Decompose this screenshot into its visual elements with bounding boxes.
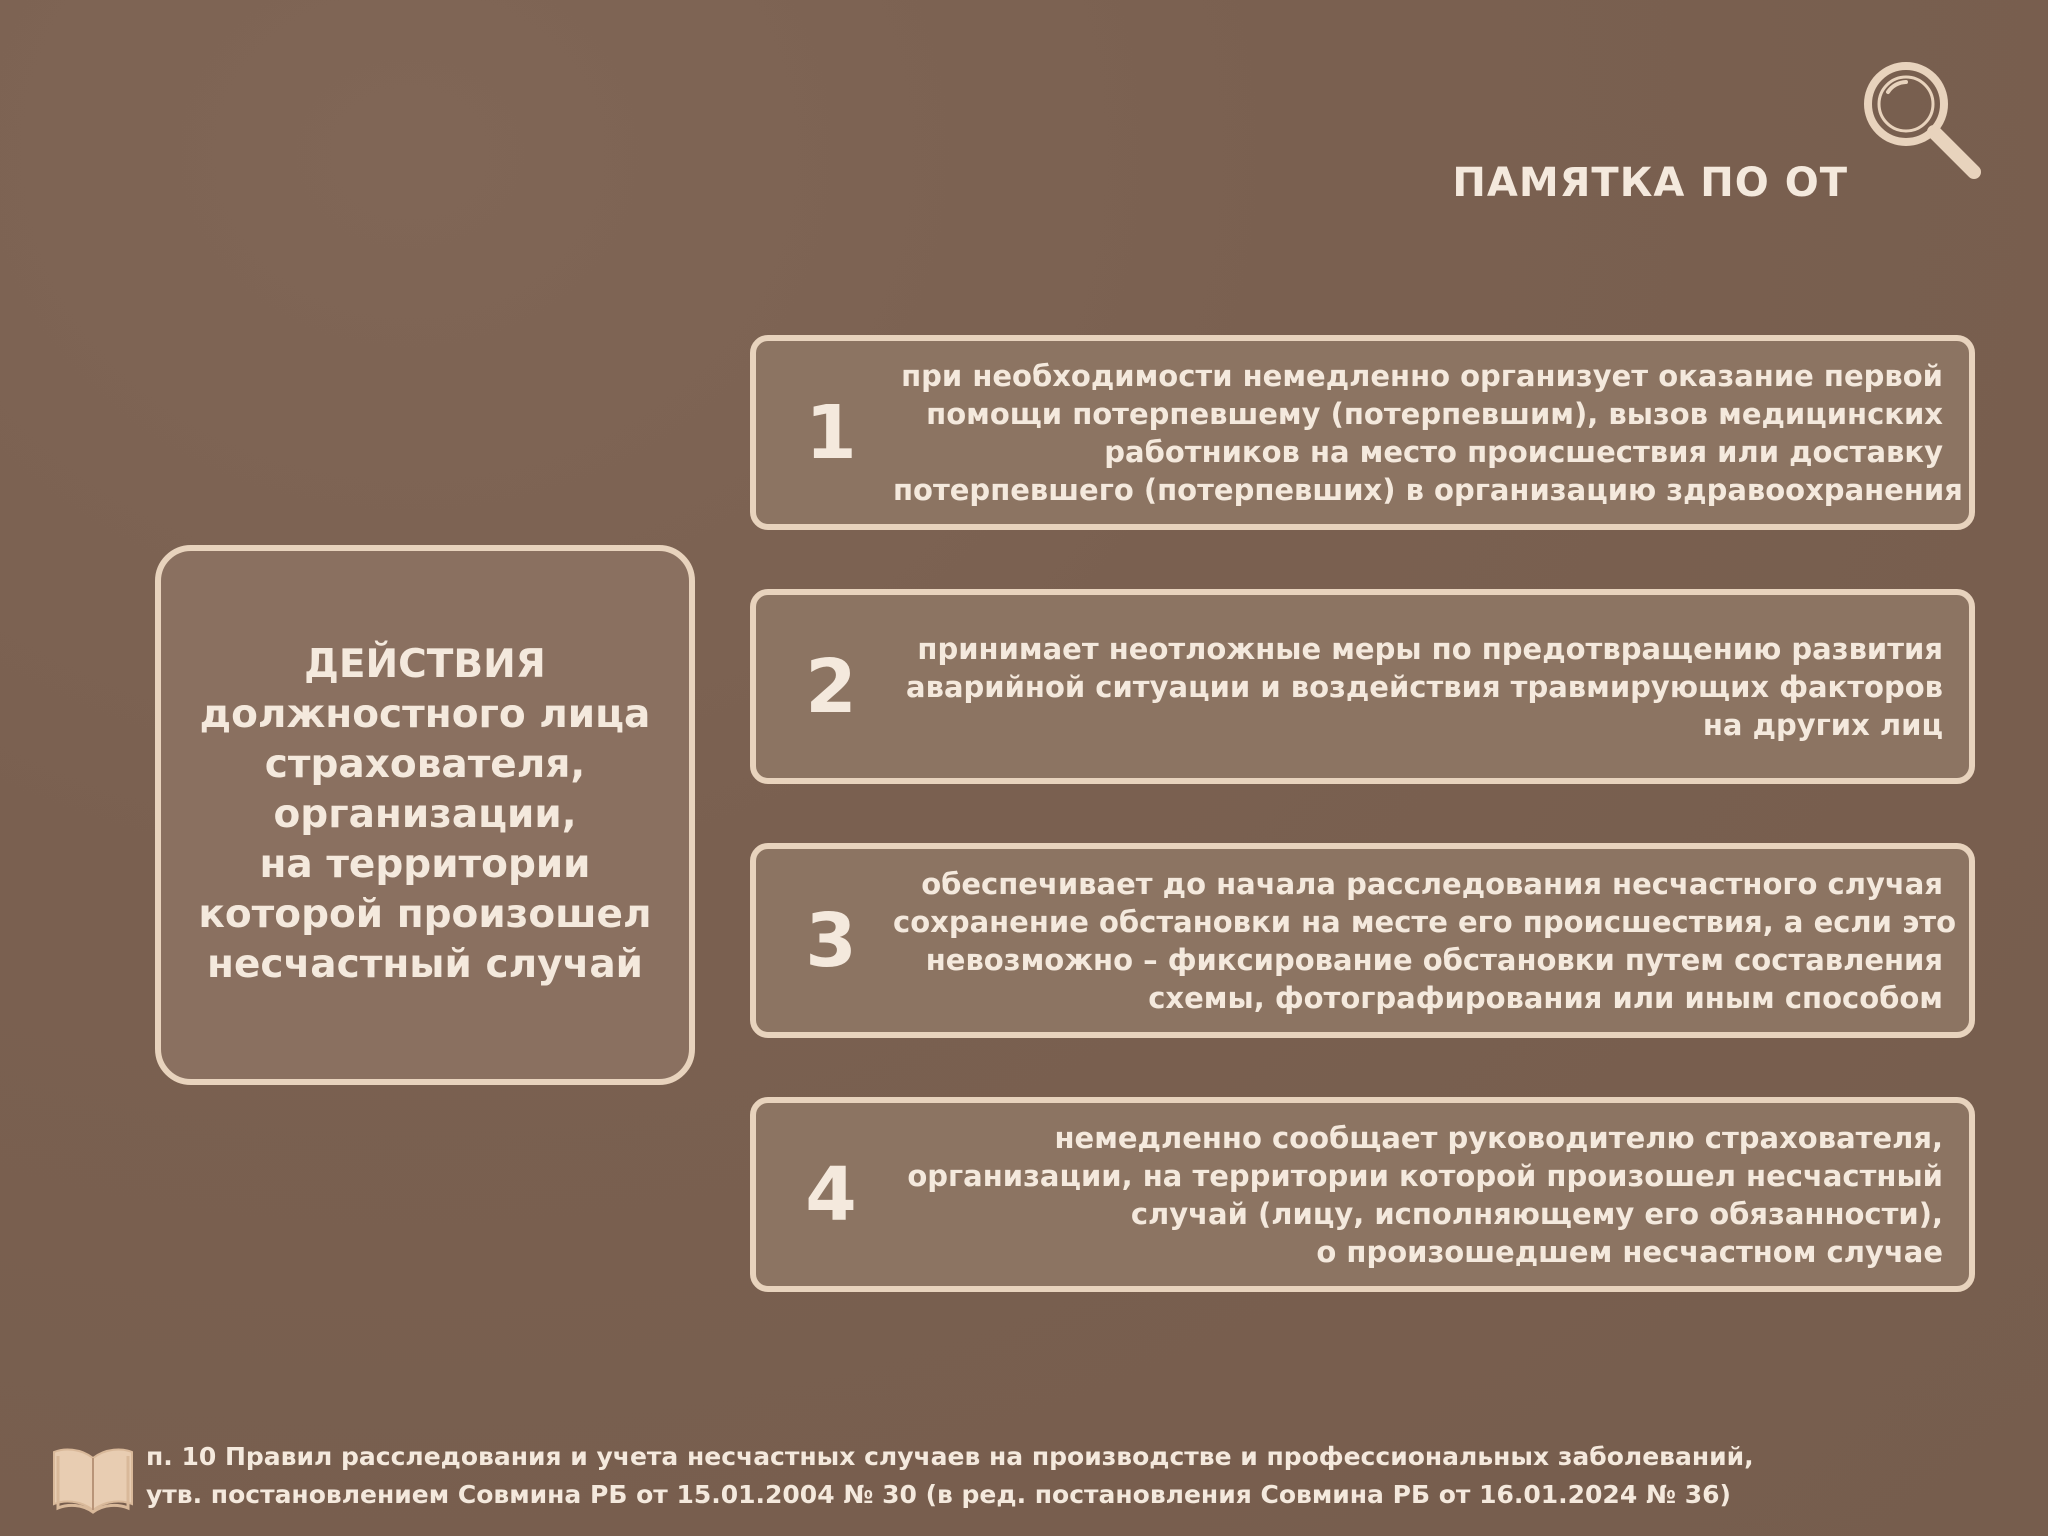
action-text-line: схемы, фотографирования или иным способом: [1148, 980, 1943, 1015]
book-icon: [50, 1444, 136, 1514]
action-item-4: [750, 1097, 1975, 1292]
action-item-2: [750, 589, 1975, 784]
footer-reference: [50, 1438, 1950, 1518]
action-number: 2: [805, 643, 857, 730]
main-topic-box: [155, 545, 695, 1085]
footer-text-line: утв. постановлением Совмина РБ от 15.01.2004 № 30 (в ред. постановления Совмина РБ от 16.01.2024 № 36): [146, 1480, 1731, 1509]
action-number: 1: [805, 389, 857, 476]
action-text-line: организации, на территории которой произошел несчастный: [907, 1158, 1943, 1193]
main-topic-line: которой произошел: [198, 892, 652, 937]
footer-text: [146, 1438, 1754, 1514]
main-topic-line: организации,: [273, 792, 577, 837]
action-text: [893, 357, 1963, 509]
header-title: ПАМЯТКА ПО ОТ: [1452, 160, 1848, 206]
action-text-line: невозможно – фиксирование обстановки путем составления: [925, 942, 1943, 977]
main-topic-line: на территории: [259, 842, 591, 887]
action-text-line: сохранение обстановки на месте его происшествия, а если это: [893, 904, 1957, 939]
action-text-line: немедленно сообщает руководителю страхователя,: [1054, 1120, 1943, 1155]
main-topic-line: несчастный случай: [207, 942, 643, 987]
main-topic-line: ДЕЙСТВИЯ: [304, 642, 546, 687]
action-text-line: о произошедшем несчастном случае: [1316, 1234, 1943, 1269]
action-number: 4: [805, 1151, 857, 1238]
action-item-1: [750, 335, 1975, 530]
action-text: [893, 1119, 1943, 1271]
action-text: [893, 630, 1943, 744]
action-text-line: на других лиц: [1702, 707, 1943, 742]
action-text-line: помощи потерпевшему (потерпевшим), вызов медицинских: [926, 396, 1943, 431]
action-text-line: потерпевшего (потерпевших) в организацию здравоохранения: [893, 472, 1963, 507]
action-item-3: [750, 843, 1975, 1038]
action-text-line: принимает неотложные меры по предотвращению развития: [917, 631, 1943, 666]
action-text: [893, 865, 1957, 1017]
footer-text-line: п. 10 Правил расследования и учета несчастных случаев на производстве и профессиональных заболеваний,: [146, 1442, 1754, 1471]
action-text-line: аварийной ситуации и воздействия травмирующих факторов: [906, 669, 1943, 704]
action-text-line: случай (лицу, исполняющему его обязанности),: [1130, 1196, 1943, 1231]
magnifier-icon: [1848, 56, 1988, 196]
action-text-line: работников на место происшествия или доставку: [1104, 434, 1943, 469]
main-topic-line: страхователя,: [264, 742, 586, 787]
main-topic-text: [185, 640, 665, 990]
action-text-line: при необходимости немедленно организует оказание первой: [901, 358, 1943, 393]
action-text-line: обеспечивает до начала расследования несчастного случая: [921, 866, 1943, 901]
main-topic-line: должностного лица: [199, 692, 651, 737]
action-number: 3: [805, 897, 857, 984]
